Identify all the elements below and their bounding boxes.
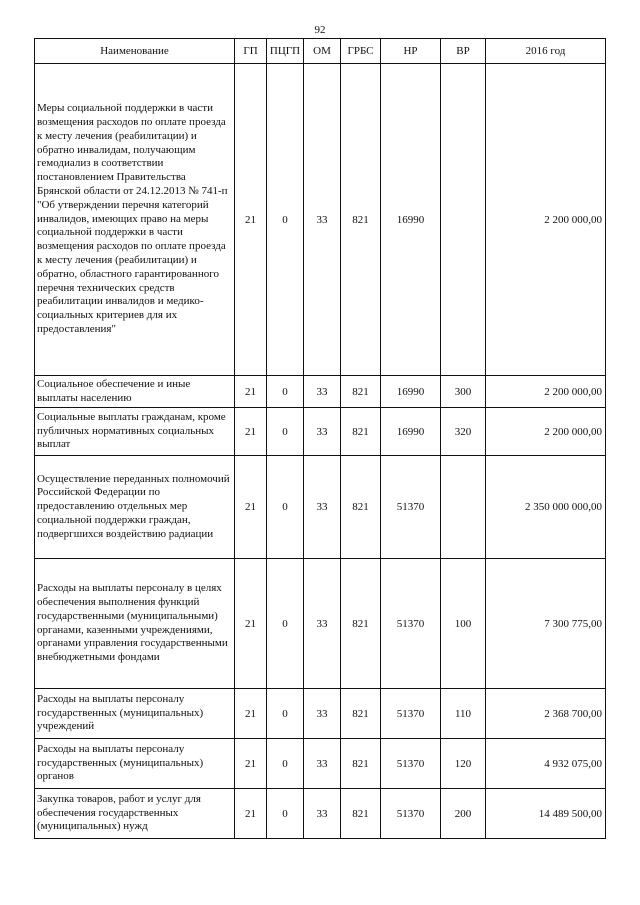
row-grbs: 821 xyxy=(341,689,381,739)
row-amount: 2 200 000,00 xyxy=(486,408,606,456)
row-pcgp: 0 xyxy=(267,376,304,408)
row-name: Расходы на выплаты персоналу государственных (муниципальных) органов xyxy=(35,739,235,789)
header-grbs: ГРБС xyxy=(341,39,381,64)
page-number: 92 xyxy=(314,24,326,36)
row-name: Расходы на выплаты персоналу государственных (муниципальных) учреждений xyxy=(35,689,235,739)
table-row xyxy=(35,376,606,408)
row-vr: 100 xyxy=(441,559,486,689)
row-nr: 51370 xyxy=(381,739,441,789)
row-gp: 21 xyxy=(235,456,267,559)
row-pcgp: 0 xyxy=(267,456,304,559)
row-grbs: 821 xyxy=(341,559,381,689)
header-name: Наименование xyxy=(35,39,235,64)
row-nr: 51370 xyxy=(381,789,441,839)
row-om: 33 xyxy=(304,789,341,839)
header-om: ОМ xyxy=(304,39,341,64)
table-row xyxy=(35,408,606,456)
row-gp: 21 xyxy=(235,559,267,689)
row-gp: 21 xyxy=(235,789,267,839)
row-gp: 21 xyxy=(235,689,267,739)
row-grbs: 821 xyxy=(341,456,381,559)
table-row xyxy=(35,689,606,739)
header-gp: ГП xyxy=(235,39,267,64)
row-amount: 2 200 000,00 xyxy=(486,64,606,376)
table-row xyxy=(35,64,606,376)
row-vr: 300 xyxy=(441,376,486,408)
table-row xyxy=(35,456,606,559)
row-nr: 51370 xyxy=(381,689,441,739)
row-amount: 2 368 700,00 xyxy=(486,689,606,739)
row-gp: 21 xyxy=(235,64,267,376)
row-om: 33 xyxy=(304,689,341,739)
row-om: 33 xyxy=(304,376,341,408)
row-gp: 21 xyxy=(235,739,267,789)
row-name: Социальные выплаты гражданам, кроме публичных нормативных социальных выплат xyxy=(35,408,235,456)
row-vr: 320 xyxy=(441,408,486,456)
row-gp: 21 xyxy=(235,376,267,408)
table-row xyxy=(35,789,606,839)
row-pcgp: 0 xyxy=(267,689,304,739)
row-vr xyxy=(441,64,486,376)
table-header-row xyxy=(35,39,606,64)
row-grbs: 821 xyxy=(341,789,381,839)
row-om: 33 xyxy=(304,739,341,789)
row-vr: 200 xyxy=(441,789,486,839)
row-nr: 51370 xyxy=(381,559,441,689)
row-name: Меры социальной поддержки в части возмещения расходов по оплате проезда к месту лечения (реабилитации) и обратно инвалидам, получающим гемодиализ в соответствии постановлением Правительства Брянской области от 24.12.2013 № 741-п "Об утверждении перечня категорий инвалидов, имеющих право на меры социальной поддержки в части возмещения расходов по оплате проезда к месту лечения (реабилитации) и обратно, областного гарантированного перечня технических средств реабилитации инвалидов и медико-социальных критериев для их предоставления" xyxy=(35,64,235,376)
row-pcgp: 0 xyxy=(267,559,304,689)
table-row xyxy=(35,739,606,789)
header-pcgp: ПЦГП xyxy=(267,39,304,64)
row-gp: 21 xyxy=(235,408,267,456)
row-om: 33 xyxy=(304,64,341,376)
header-nr: НР xyxy=(381,39,441,64)
row-amount: 14 489 500,00 xyxy=(486,789,606,839)
row-grbs: 821 xyxy=(341,739,381,789)
row-pcgp: 0 xyxy=(267,789,304,839)
row-om: 33 xyxy=(304,456,341,559)
row-nr: 16990 xyxy=(381,408,441,456)
row-pcgp: 0 xyxy=(267,739,304,789)
row-pcgp: 0 xyxy=(267,408,304,456)
row-vr: 120 xyxy=(441,739,486,789)
budget-table xyxy=(34,38,606,839)
row-om: 33 xyxy=(304,408,341,456)
row-grbs: 821 xyxy=(341,64,381,376)
header-year: 2016 год xyxy=(486,39,606,64)
row-amount: 2 350 000 000,00 xyxy=(486,456,606,559)
row-name: Расходы на выплаты персоналу в целях обеспечения выполнения функций государственными (муниципальными) органами, казенными учреждениями, органами управления государственными внебюджетными фондами xyxy=(35,559,235,689)
row-om: 33 xyxy=(304,559,341,689)
row-nr: 16990 xyxy=(381,64,441,376)
row-pcgp: 0 xyxy=(267,64,304,376)
table-row xyxy=(35,559,606,689)
row-nr: 51370 xyxy=(381,456,441,559)
row-vr: 110 xyxy=(441,689,486,739)
row-grbs: 821 xyxy=(341,376,381,408)
row-name: Осуществление переданных полномочий Российской Федерации по предоставлению отдельных мер социальной поддержки граждан, подвергшихся воздействию радиации xyxy=(35,456,235,559)
row-amount: 4 932 075,00 xyxy=(486,739,606,789)
row-name: Социальное обеспечение и иные выплаты населению xyxy=(35,376,235,408)
row-nr: 16990 xyxy=(381,376,441,408)
row-grbs: 821 xyxy=(341,408,381,456)
row-vr xyxy=(441,456,486,559)
row-name: Закупка товаров, работ и услуг для обеспечения государственных (муниципальных) нужд xyxy=(35,789,235,839)
row-amount: 7 300 775,00 xyxy=(486,559,606,689)
header-vr: ВР xyxy=(441,39,486,64)
row-amount: 2 200 000,00 xyxy=(486,376,606,408)
